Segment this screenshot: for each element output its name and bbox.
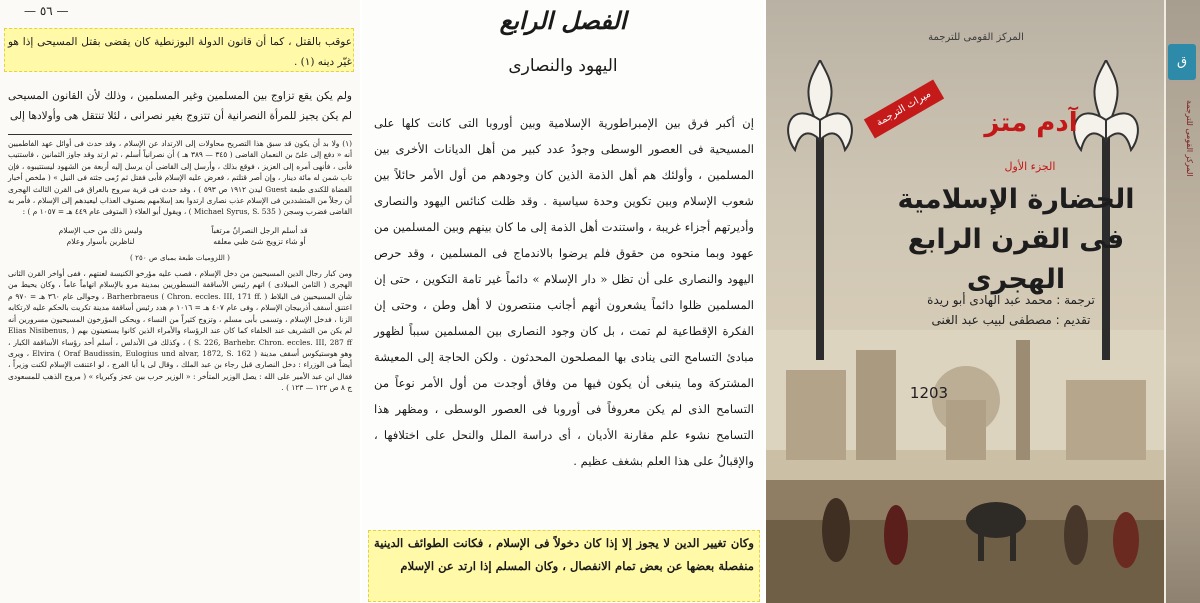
book-title-line: الحضارة الإسلامية <box>897 184 1135 215</box>
footnote-text: ومن كبار رجال الدين المسيحيين من دخل الإسلام ، فصب عليه مؤرخو الكنيسة لعنتهم ، ففى أواخر القرن الثانى الهجرى ( الثامن الميلادى ) اتهم رئيس الأساقفة النسطوريين بمدينة مرو بالإسلام اتهاماً عاماً ، وكان يحيط من شأن المسيحيين فى البلاط Barherbraeus ( Chron. eccles. III, 171 ff. ) ، وحوالى عام ٣٦٠ هـ = ٩٧٠ م اعتنق أسقف أذربيجان الإسلام ، وفى عام ٤٠٧ هـ = ١٠١٦ م هدد رئيس أساقفة مدينة تكريت بالحكم عليه لارتكابه الزنا ، فدخل الإسلام ، وتسمى بأبى مسلم ، وتزوج كثيراً من النساء ، ويحكى المؤرخون المسيحيون مسرورين أنه لم يكن من التشريف عند الخلفاء كما كان عند الرؤساء والأمراء الذين كانوا يستعينون بهم ( Elias Nisibenus, S. 226, Barhebr. Chron. eccles. III, 287 ff ) ، وكذلك فى الأندلس ، أسلم أحد رؤساء الأساقفة الكبار ، وهو هوستيكوس أسقف مدينة Elvira ( Oraf Baudissin, Eulogius und alvar, 1872, S. 162 ) ، ويرى أيضاً فى الوزراء : دخل النصارى قبل رجاء بن عبد الملك ، وقال لى يا أبا الفرج ، لو اعتنقت الإسلام لكنت وزيراً ، فقال ابن عبد الأمير على الله : يصل الوزير المتأخر : « الوزير حرب بين عجز وكبرياء » ( مروج الذهب للمسعودى ج ٨ ص ١٢٢ — ١٢٣ ) . <box>8 269 352 393</box>
chapter-body-text: إن أكبر فرق بين الإمبراطورية الإسلامية وبين أوروبا التى كانت كلها على المسيحية فى العصور الوسطى وجودُ عدد كبير من أهل الديانات الأخرى بين المسلمين ، وأولئك هم أهل الذمة الذين كان وجودهم من أول الأمر حائلاً بين شعوب الإسلام وبين تكوين وحدة سياسية . وقد ظلت كنائس اليهود والنصارى وأديرتهم أجزاء غريبة ، واستندت أهل الذمة إلى ما كان بينهم وبين المسلمين من عهود وبما منحوه من حقوق فلم يرضوا بالاندماج فى المسلمين ، وقد حرص اليهود والنصارى على أن تظل « دار الإسلام » دائماً غير تامة التكوين ، حتى إن المسلمين ظلوا دائماً يشعرون أنهم أجانب منتصرون لا أهل وطن ، وحتى إن الفكرة الإقطاعية لم تمت ، بل كان وجود النصارى بين المسلمين سبباً لظهور مبادئ التسامح التى ينادى بها المصلحون المحدثون . ولكن الحاجة إلى المعيشة المشتركة وما ينبغى أن يكون فيها من وفاق أوجدت من أول الأمر نوعاً من التسامح الذى لم يكن معروفاً فى أوروبا فى العصور الوسطى ، ومظهر هذا التسامح نشوء علم مقارنة الأديان ، أى دراسة الملل والنحل على اختلافها ، والإقبالُ على هذا العلم بشغف عظيم . <box>374 116 754 468</box>
credits <box>886 290 1136 330</box>
fleur-ornament-left <box>780 60 860 360</box>
series-number: 1203 <box>909 384 949 402</box>
cover-painting <box>766 330 1164 603</box>
book-spine <box>1164 0 1200 603</box>
left-page-body <box>8 32 352 134</box>
introduction-credit: تقديم : مصطفى لبيب عبد الغنى <box>931 313 1091 327</box>
poem-verse: أو شاء تزويج شئ ظبي معلقه <box>213 237 306 247</box>
footnotes <box>8 138 352 399</box>
page-number: — ٥٦ — <box>24 4 69 18</box>
book-cover <box>766 0 1200 603</box>
translator-credit: ترجمة : محمد عبد الهادى أبو ريدة <box>927 293 1095 307</box>
publisher-name: المركز القومى للترجمة <box>928 32 1024 43</box>
paragraph-text: ولم يكن يقع تزاوج بين المسلمين وغير المسلمين ، وذلك لأن القانون المسيحى لم يكن يجيز للمرأة النصرانية أن تتزوج بغير نصرانى ، لئلا تنتقل هى وأولادها إلى <box>8 90 352 122</box>
chapter-title: الفصل الرابع <box>499 6 627 35</box>
poem-verse: لناظرين بأسوار وعلام <box>66 237 135 247</box>
poem-verse: وليس ذلك من حب الإسلام <box>58 225 143 235</box>
volume-label: الجزء الأول <box>1004 160 1056 173</box>
footnote-text: (١) ولا بد أن يكون قد سبق هذا التصريح محاولات إلى الارتداد عن الإسلام ، وقد حدث فى أوائل عهد الفاطميين أنه « دفع إلى علىّ بن النعمان القاضى ( ٣٤٥ — ٣٨٩ هـ ) أن نصرانياً أسلم ، ثم ارتد وقد جاوز الثمانين ، فاستتيب فأبى ، فأنهى أمره إلى العزيز ، فوقع بذلك ، وأرسل إلى القاضى أن يرسل إليه أربعة من الشهود ليستتيبوه ، فإن تاب شمن له مائة دينار ، وإن أصر قتلتم ، فعرض عليه الإسلام فأبى فقتل ثم رُمى جثته فى النيل » ( ملخص أخبار القضاة للكندى طبعة Guest ليدن ١٩١٢ ص ٥٩٣ ) ، وقد حدث فى قرية سروج بالعراق فى القرن الثالث الهجرى أن رجلاً من المتشددين فى الإسلام عذب نصارى ارتدوا بعد إسلامهم بصنوف العذاب ليعيدهم إلى الإسلام ، فأمر به القاضى فضرب وسجن ( Michael Syrus, S. 535 ) ، ويقول أبو العلاء ( المتوفى عام ٤٤٩ هـ = ١٠٥٧ م ) : <box>8 139 353 217</box>
spine-text: المركز القومى للترجمة <box>1185 100 1194 177</box>
footnote-divider <box>8 134 352 135</box>
poem-verses <box>8 223 352 252</box>
paragraph-text: عوقب بالقتل ، كما أن قانون الدولة البوزنطية كان يقضى بقتل المسيحى إذا هو غيّر دينه (١) . <box>8 36 352 68</box>
poem-source: ( اللزوميات طبعة بمباى ص ٢٥٠ ) <box>130 252 230 262</box>
book-title-line: فى القرن الرابع الهجرى <box>907 224 1125 295</box>
chapter-subtitle: اليهود والنصارى <box>508 56 618 76</box>
book-title <box>876 180 1156 300</box>
publisher-logo-icon: ق <box>1168 44 1196 80</box>
left-book-page <box>0 0 360 603</box>
middle-book-page <box>362 0 764 603</box>
poem-verse: قد أسلم الرجل النصرانُ مرتغباً <box>211 225 308 235</box>
highlighted-text: وكان تغيير الدين لا يجوز إلا إذا كان دخولاً فى الإسلام ، فكانت الطوائف الدينية منفصلة بعضها عن بعض تمام الانفصال ، وكان المسلم إذا ارتد عن الإسلام <box>374 536 754 573</box>
author-name: آدم متز <box>984 108 1078 138</box>
series-badge: ميراث الترجمة <box>864 79 944 138</box>
